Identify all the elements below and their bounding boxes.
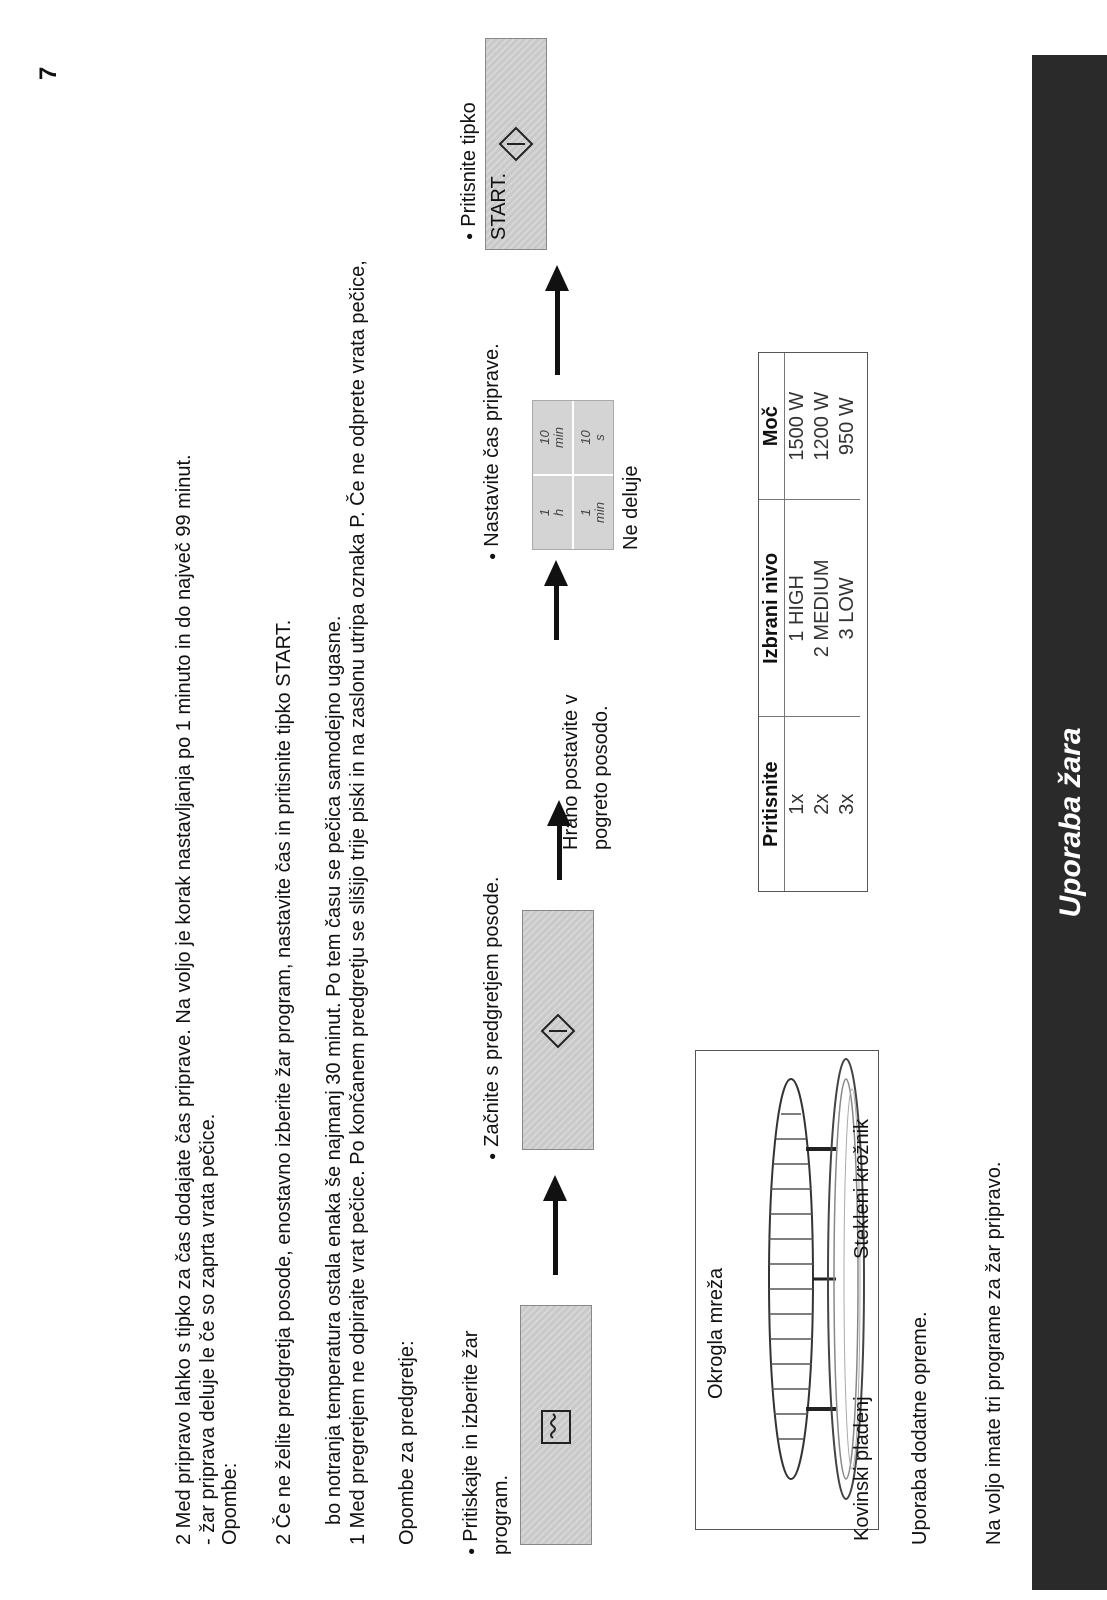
table-header-level: Izbrani nivo xyxy=(759,500,785,717)
grill-icon xyxy=(541,1410,571,1444)
key-10s[interactable] xyxy=(574,401,618,474)
table-row xyxy=(810,353,835,891)
key-1min[interactable] xyxy=(574,476,618,549)
flow-arrow-icon xyxy=(545,265,569,375)
table-cell: 1200 W xyxy=(811,391,833,461)
intro-text: Na voljo imate tri programe za žar pripravo. xyxy=(983,1161,1005,1545)
not-working-label: Ne deluje xyxy=(620,465,642,550)
accessories-heading: Uporaba dodatne opreme. xyxy=(909,1311,931,1545)
step3-text xyxy=(556,650,616,850)
grill-program-button[interactable] xyxy=(520,1305,592,1545)
step2-label: Začnite s predgretjem posode. xyxy=(481,876,503,1147)
key-number: 1 xyxy=(537,508,552,517)
table-row xyxy=(785,353,811,891)
label-round-grid: Okrogla mreža xyxy=(705,1267,727,1399)
power-table-frame xyxy=(758,352,868,892)
step4-caption xyxy=(480,343,506,560)
notes-line2: 2 Med pripravo lahko s tipko za čas dodajate čas priprave. Na voljo je korak nastavljanja po 1 minuto in do največ 99 minut. xyxy=(173,454,195,1545)
step1-label: Pritiskajte in izberite žar program. xyxy=(460,1330,512,1555)
table-cell: 1x xyxy=(785,717,811,891)
step2-caption xyxy=(480,877,506,1160)
preheat-notes-heading: Opombe za predgretje: xyxy=(396,1340,418,1545)
table-cell: 1 HIGH xyxy=(785,500,811,717)
key-number: 10 xyxy=(578,430,593,445)
step5-caption xyxy=(455,40,513,240)
key-unit: h xyxy=(551,508,566,517)
key-10min[interactable] xyxy=(533,401,577,474)
flow-arrow-icon xyxy=(544,560,568,640)
accessories-illustration xyxy=(695,1050,879,1541)
power-table xyxy=(759,353,860,891)
table-cell: 3 LOW xyxy=(835,500,860,717)
table-row xyxy=(835,353,860,891)
flow-arrow-icon xyxy=(543,1175,567,1275)
table-cell: 1500 W xyxy=(786,391,808,461)
time-keypad xyxy=(532,400,614,550)
preheat-note1-line2: bo notranja temperatura ostala enaka še najmanj 30 minut. Po tem času se pečica samodejno ugasne. xyxy=(323,615,345,1525)
step3-label: Hrano postavite v pogreto posodo. xyxy=(560,694,612,850)
table-header-press: Pritisnite xyxy=(759,717,785,891)
key-1h[interactable] xyxy=(533,476,577,549)
notes-line1: - žar priprava deluje le če so zaprta vrata pečice. xyxy=(197,1113,219,1545)
step4-label: Nastavite čas priprave. xyxy=(481,343,503,547)
start-icon xyxy=(540,1013,576,1049)
preheat-note1-line1: 1 Med pregretjem ne odpirajte vrat pečice. Po končanem predgretju se slišijo trije piski in na zaslonu utripa oznaka P. Če ne odprete vrata pečice, xyxy=(347,260,369,1545)
key-unit: s xyxy=(592,434,607,441)
preheat-note2: 2 Če ne želite predgretja posode, enostavno izberite žar program, nastavite čas in pritisnite tipko START. xyxy=(273,619,295,1545)
notes-heading: Opombe: xyxy=(219,1462,241,1545)
table-header-power: Moč xyxy=(759,353,785,500)
page-number: 7 xyxy=(35,66,62,80)
label-glass-plate: Stekleni krožnik xyxy=(851,1118,873,1259)
table-cell: 3x xyxy=(835,717,860,891)
preheat-start-button[interactable] xyxy=(522,910,594,1150)
table-cell: 2x xyxy=(810,717,835,891)
page-title: Uporaba žara xyxy=(1054,727,1087,918)
step1-caption xyxy=(457,1295,515,1555)
key-number: 10 xyxy=(537,430,552,445)
label-metal-tray: Kovinski pladenj xyxy=(851,1396,873,1541)
key-unit: min xyxy=(551,427,566,448)
table-cell: 950 W xyxy=(836,397,858,456)
key-unit: min xyxy=(592,502,607,523)
title-bar xyxy=(1032,55,1107,1590)
key-number: 1 xyxy=(578,508,593,517)
step5-label: Pritisnite tipko START. xyxy=(458,102,510,240)
table-cell: 2 MEDIUM xyxy=(810,500,835,717)
